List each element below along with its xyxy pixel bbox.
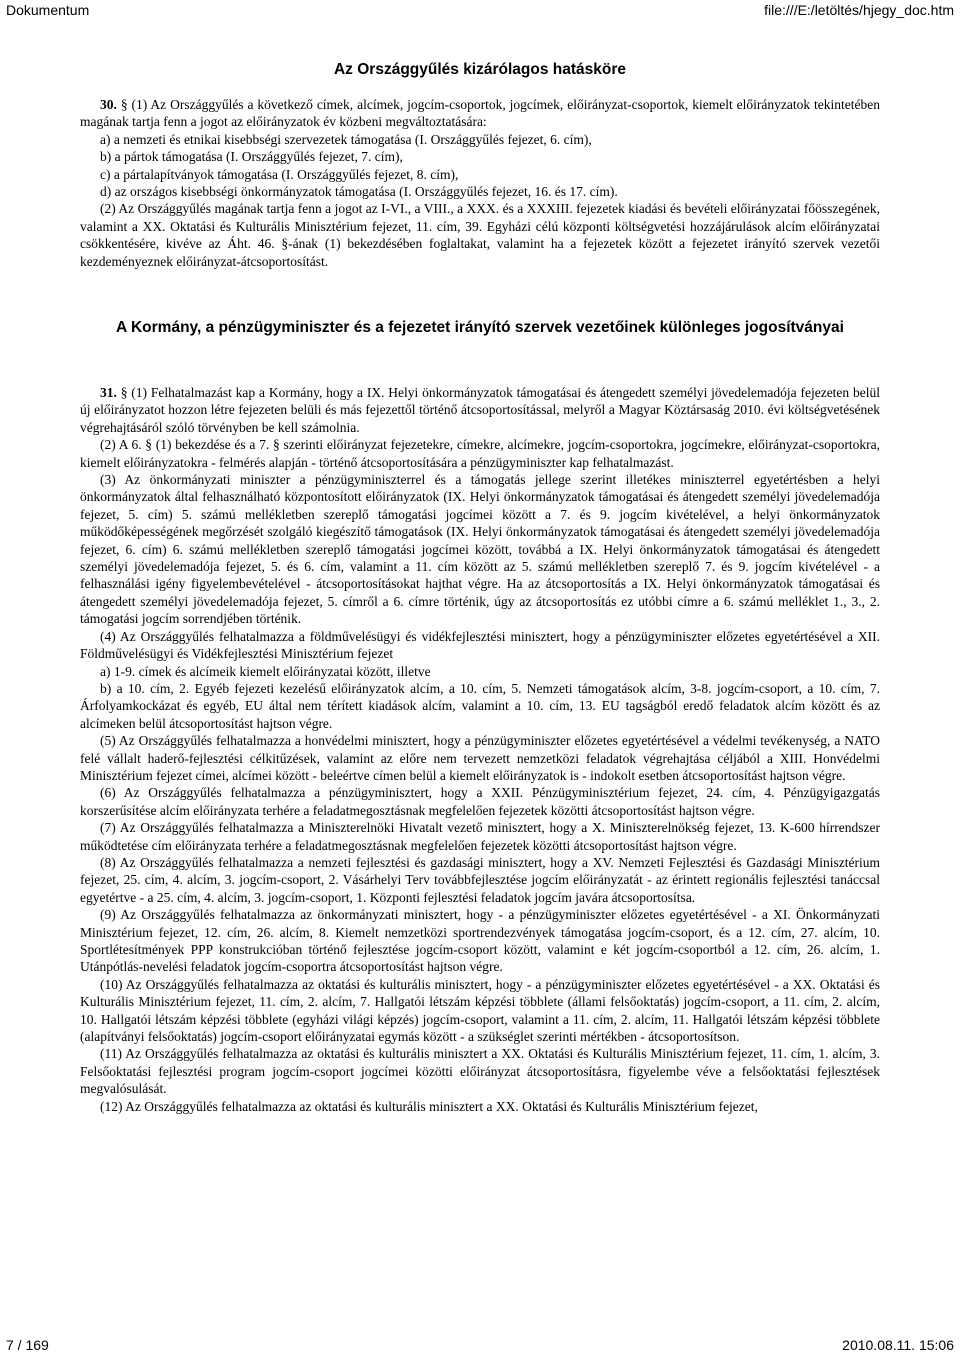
s31-p1: § (1) Felhatalmazást kap a Kormány, hogy a IX. Helyi önkormányzatok támogatásai és átengedett személyi jövedelemadója fejezeten belül új előirányzatot hozzon létre fejezeten belüli és más fejezettől történő átcsoportosítással, melyről a Magyar Köztársaság 2010. évi költségvetésének végrehajtásáról szóló törvényben be kell számolnia. <box>80 385 881 435</box>
s30-intro: § (1) Az Országgyűlés a következő címek, alcímek, jogcím-csoportok, jogcímek, előirányzat-csoportok, kiemelt előirányzatok tekintetében magának tartja fenn a jogot az előirányzatok év közbeni megváltoztatására: <box>80 97 881 130</box>
browser-header-left: Dokumentum <box>6 2 90 18</box>
s31-paragraph-2: (2) A 6. § (1) bekezdése és a 7. § szerinti előirányzat fejezetekre, címekre, alcímekre, jogcím-csoportokra, jogcímekre, előirányzat-csoportokra, kiemelt előirányzatokra - felmérés alapján - történő átcsoportosítására a pénzügyminiszter kap felhatalmazást. <box>80 437 880 470</box>
section-31 <box>80 384 880 1115</box>
s30-item-d: d) az országos kisebbségi önkormányzatok támogatása (I. Országgyűlés fejezet, 16. és 17. cím). <box>100 184 618 200</box>
section-title-exclusive-competence: Az Országgyűlés kizárólagos hatásköre <box>333 61 627 78</box>
s30-paragraph-2: (2) Az Országgyűlés magának tartja fenn a jogot az I-VI., a VIII., a XXX. és a XXXIII. fejezetek kiadási és bevételi előirányzatai főösszegének, valamint a XX. Oktatási és Kulturális Minisztérium fejezet, 11. cím, 39. Egyházi célú központi költségvetési hozzájárulások alcím előirányzatai csökkentésére, kivéve az Áht. 46. §-ának (1) bekezdésében foglaltakat, valamint ha a fejezetek között a fejezetet irányító szervek vezetői kezdeményeznek előirányzat-átcsoportosítást. <box>80 201 880 269</box>
s31-paragraph-3: (3) Az önkormányzati miniszter a pénzügyminiszterrel és a támogatás jellege szerint illetékes miniszterrel egyetértésben a helyi önkormányzatok által felhasználható központosított előirányzatok (IX. Helyi önkormányzatok támogatásai és átengedett személyi jövedelemadója fejezet, 5. cím) 5. számú mellékletben szereplő támogatási jogcímei között a 7. és 9. jogcím kivételével, a helyi önkormányzatok működőképességének megőrzését szolgáló kiegészítő támogatások (IX. Helyi önkormányzatok támogatásai és átengedett személyi jövedelemadója fejezet, 6. cím) 6. számú mellékletben szereplő támogatási jogcímei között, továbbá a IX. Helyi önkormányzatok támogatásai és átengedett személyi jövedelemadója fejezet, 5. és 6. cím, valamint a 11. cím között az 5. számú mellékletben szereplő 7. és 9. jogcím kivételével - a felhasználási igény figyelembevételével - átcsoportosításokat hajthat végre. Ha az átcsoportosítás a IX. Helyi önkormányzatok támogatásai és átengedett személyi jövedelemadója fejezet, 5. címről a 6. címre történik, úgy az átcsoportosítás ez utóbbi címre a 6. számú melléklet 1., 3., 2. támogatási jogcím sorrendjében történik. <box>80 472 880 627</box>
page-counter: 7 / 169 <box>6 1337 49 1353</box>
s31-paragraph-9: (9) Az Országgyűlés felhatalmazza az önkormányzati minisztert, hogy - a pénzügyminiszter előzetes egyetértésével - a XI. Önkormányzati Minisztérium fejezet, 12. cím, 26. alcím, 8. Kiemelt nemzetközi sportrendezvények támogatása jogcím-csoport, és a 12. cím, 27. alcím, 10. Sportlétesítmények PPP konstrukcióban történő fejlesztése jogcím-csoport között, valamint e két jogcím-csoportból a 12. cím, 26. alcím, 1. Utánpótlás-nevelési feladatok jogcím-csoportra átcsoportosítást hajtson végre. <box>80 907 880 975</box>
browser-header-url: file:///E:/letöltés/hjegy_doc.htm <box>764 2 954 18</box>
s31-paragraph-8: (8) Az Országgyűlés felhatalmazza a nemzeti fejlesztési és gazdasági minisztert, hogy a XV. Nemzeti Fejlesztési és Gazdasági Minisztérium fejezet, 25. cím, 4. alcím, 3. jogcím-csoport, 2. Vásárhelyi Terv továbbfejlesztése jogcím előirányzatát - az érintett regionális fejlesztési tanáccsal egyetértve - a 25. cím, 4. alcím, 3. jogcím-csoport, 1. Központi fejlesztési feladatok jogcím javára átcsoportosítsa. <box>80 854 880 905</box>
print-timestamp: 2010.08.11. 15:06 <box>842 1337 954 1353</box>
s31-paragraph-11: (11) Az Országgyűlés felhatalmazza az oktatási és kulturális minisztert a XX. Oktatási és Kulturális Minisztérium fejezet, 11. cím, 1. alcím, 3. Felsőoktatási fejlesztési program jogcím-csoport jogcímei közötti előirányzat átcsoportosításra, figyelembe véve a felsőoktatási fejlesztések megvalósulását. <box>80 1046 880 1097</box>
s30-paragraph-1 <box>80 96 880 131</box>
s31-number: 31. <box>100 385 117 400</box>
s31-paragraph-4: (4) Az Országgyűlés felhatalmazza a földművelésügyi és vidékfejlesztési minisztert, hogy a pénzügyminiszter előzetes egyetértésével a XII. Földművelésügyi és Vidékfejlesztési Minisztérium fejezet <box>80 628 880 662</box>
section-title-special-powers: A Kormány, a pénzügyminiszter és a fejezetet irányító szervek vezetőinek különleges jogosítványai <box>116 319 844 336</box>
s30-item-b: b) a pártok támogatása (I. Országgyűlés fejezet, 7. cím), <box>100 149 403 165</box>
s31-paragraph-4b: b) a 10. cím, 2. Egyéb fejezeti kezelésű előirányzatok alcím, a 10. cím, 5. Nemzeti támogatások alcím, 3-8. jogcím-csoport, a 10. cím, 7. Árfolyamkockázat és egyéb, EU által nem térített kiadások alcím, valamint a 10. cím, 13. EU tagságból eredő feladatok alcím között és az alcímeken belül átcsoportosítást hajtson végre. <box>80 680 880 731</box>
section-30 <box>80 96 880 270</box>
s31-paragraph-7: (7) Az Országgyűlés felhatalmazza a Miniszterelnöki Hivatalt vezető minisztert, hogy a X. Miniszterelnökség fejezet, 13. K-600 hírrendszer működtetése cím előirányzata terhére a feladatmegosztásnak megfelelően fejezetek közötti átcsoportosítást hajtson végre. <box>80 820 880 853</box>
s31-paragraph-6: (6) Az Országgyűlés felhatalmazza a pénzügyminisztert, hogy a XXII. Pénzügyminisztérium fejezet, 24. cím, 4. Pénzügyigazgatás korszerűsítése alcím előirányzata terhére a feladatmegosztásnak megfelelően fejezetek közötti átcsoportosítást hajtson végre. <box>80 785 880 818</box>
s31-paragraph-10: (10) Az Országgyűlés felhatalmazza az oktatási és kulturális minisztert, hogy - a pénzügyminiszter előzetes egyetértésével - a XX. Oktatási és Kulturális Minisztérium fejezet, 11. cím, 2. alcím, 7. Hallgatói létszám képzési többlete (állami felsőoktatás) jogcím-csoport, a 11. cím, 2. alcím, 10. Hallgatói létszám képzési többlete (egyházi világi képzés) jogcím-csoport, valamint a 11. cím, 2. alcím, 11. Hallgatói létszám képzési többlete (alapítványi felsőoktatás) jogcím-csoport előirányzatai egymás között - a szükséglet szerinti mértékben - átcsoportosítson. <box>80 976 880 1045</box>
s31-paragraph-12: (12) Az Országgyűlés felhatalmazza az oktatási és kulturális minisztert a XX. Oktatási és Kulturális Minisztérium fejezet, <box>100 1098 758 1114</box>
s30-item-a: a) a nemzeti és etnikai kisebbségi szervezetek támogatása (I. Országgyűlés fejezet, 6. cím), <box>100 131 592 147</box>
s31-paragraph-5: (5) Az Országgyűlés felhatalmazza a honvédelmi minisztert, hogy a pénzügyminiszter előzetes egyetértésével a védelmi tevékenység, a NATO felé vállalt haderő-fejlesztési célkitűzések, valamint az előre nem tervezett nemzetközi feladatok végrehajtása céljából a XIII. Honvédelmi Minisztérium fejezet címei, alcímei között - beleértve címen belül a kiemelt előirányzatok is - indokolt esetben átcsoportosítást hajtson végre. <box>80 733 880 783</box>
s31-paragraph-4a: a) 1-9. címek és alcímeik kiemelt előirányzatai között, illetve <box>100 663 431 679</box>
s30-number: 30. <box>100 97 117 112</box>
s30-item-c: c) a pártalapítványok támogatása (I. Országgyűlés fejezet, 8. cím), <box>100 166 459 182</box>
s31-paragraph-1 <box>80 384 880 436</box>
